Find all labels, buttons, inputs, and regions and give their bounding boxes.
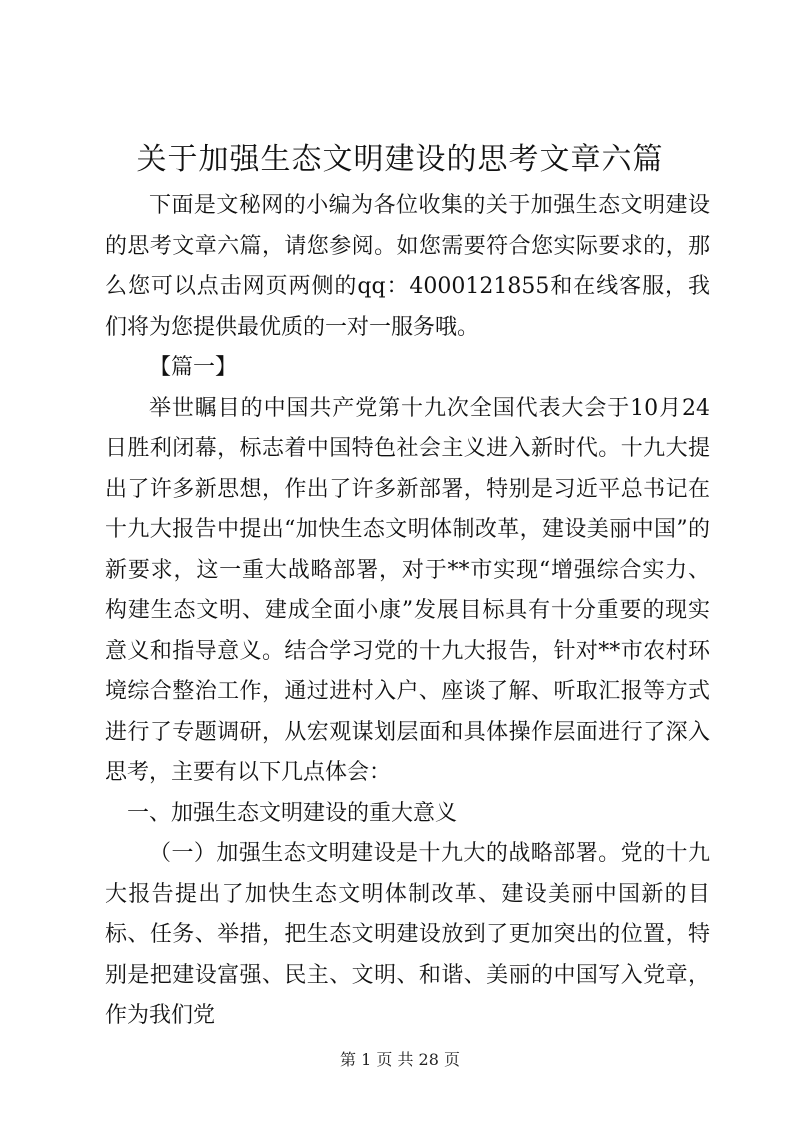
- section-heading: 一、加强生态文明建设的重大意义: [127, 800, 458, 826]
- body-paragraph: （一）加强生态文明建设是十九大的战略部署。党的十九大报告提出了加快生态文明体制改革、建设美丽中国新的目标、任务、举措，把生态文明建设放到了更加突出的位置，特别是把建设富强、民主、文明、和谐、美丽的中国写入党章，作为我们党: [105, 841, 710, 1028]
- body-paragraph: 举世瞩目的中国共产党第十九次全国代表大会于10月24日胜利闭幕，标志着中国特色社会主义进入新时代。十九大提出了许多新思想，作出了许多新部署，特别是习近平总书记在十九大报告中提出“加快生态文明体制改革，建设美丽中国”的新要求，这一重大战略部署，对于**市实现“增强综合实力、构建生态文明、建成全面小康”发展目标具有十分重要的现实意义和指导意义。结合学习党的十九大报告，针对**市农村环境综合整治工作，通过进村入户、座谈了解、听取汇报等方式进行了专题调研，从宏观谋划层面和具体操作层面进行了深入思考，主要有以下几点体会：: [105, 395, 710, 785]
- intro-paragraph: 下面是文秘网的小编为各位收集的关于加强生态文明建设的思考文章六篇，请您参阅。如您需要符合您实际要求的，那么您可以点击网页两侧的qq：4000121855和在线客服，我们将为您提供最优质的一对一服务哦。: [105, 193, 710, 340]
- page-footer: 第 1 页 共 28 页: [340, 1050, 460, 1069]
- section-marker: 【篇一】: [149, 355, 238, 380]
- document-title: 关于加强生态文明建设的思考文章六篇: [136, 142, 664, 177]
- document-body: [105, 186, 710, 1037]
